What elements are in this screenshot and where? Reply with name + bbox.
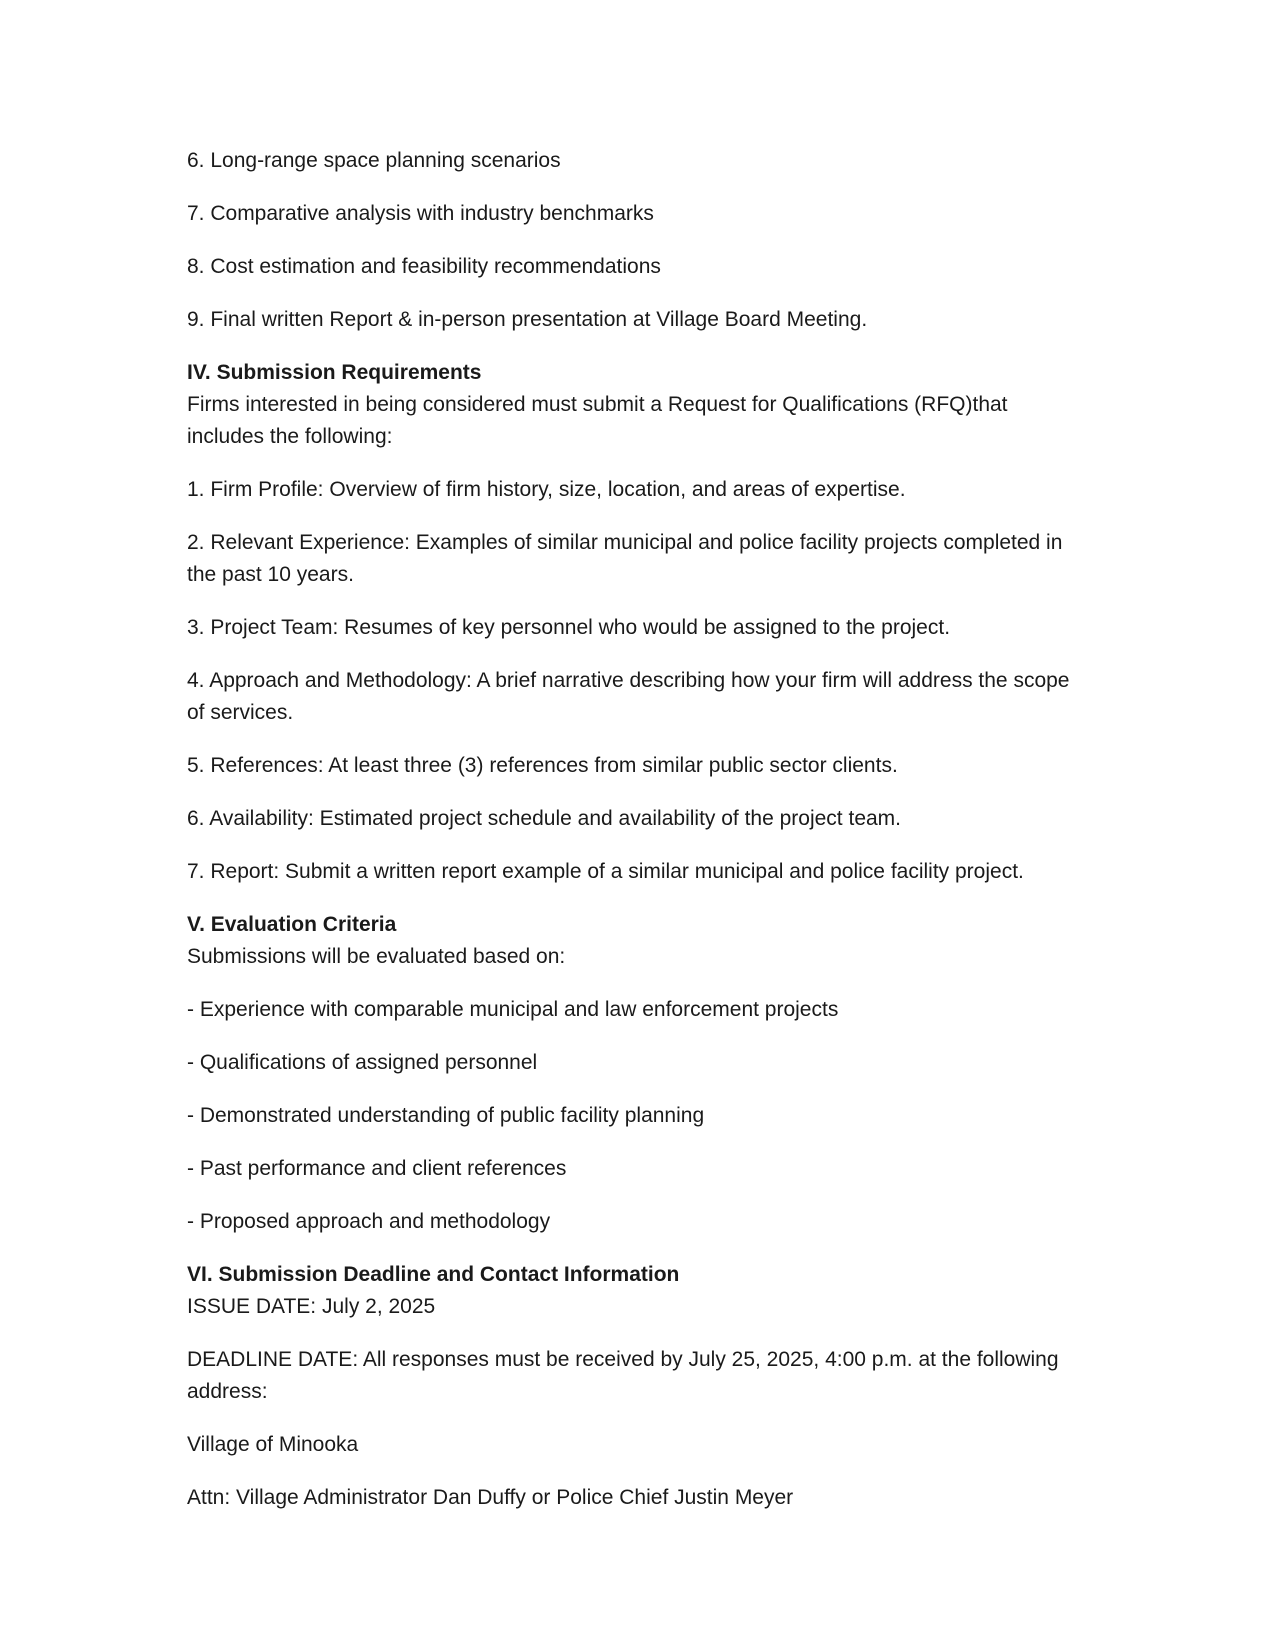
requirement-item: 4. Approach and Methodology: A brief narrative describing how your firm will address the scope of services. — [187, 669, 1070, 724]
section-vi-heading: VI. Submission Deadline and Contact Information — [187, 1263, 680, 1286]
requirement-item: 7. Report: Submit a written report example of a similar municipal and police facility project. — [187, 860, 1024, 883]
criteria-item: - Past performance and client references — [187, 1157, 567, 1180]
section-iv-intro: Firms interested in being considered must submit a Request for Qualifications (RFQ)that includes the following: — [187, 393, 1008, 448]
document-page — [187, 145, 1087, 1535]
scope-item-6: 6. Long-range space planning scenarios — [187, 149, 561, 172]
deadline-date: DEADLINE DATE: All responses must be received by July 25, 2025, 4:00 p.m. at the following address: — [187, 1348, 1059, 1403]
requirement-item: 1. Firm Profile: Overview of firm history, size, location, and areas of expertise. — [187, 478, 906, 501]
address-name: Village of Minooka — [187, 1433, 359, 1456]
scope-item-8: 8. Cost estimation and feasibility recommendations — [187, 255, 661, 278]
issue-date: ISSUE DATE: July 2, 2025 — [187, 1295, 436, 1318]
section-v-heading: V. Evaluation Criteria — [187, 913, 397, 936]
requirement-item: 3. Project Team: Resumes of key personnel who would be assigned to the project. — [187, 616, 951, 639]
criteria-item: - Experience with comparable municipal and law enforcement projects — [187, 998, 839, 1021]
criteria-item: - Demonstrated understanding of public facility planning — [187, 1104, 705, 1127]
attention-line: Attn: Village Administrator Dan Duffy or Police Chief Justin Meyer — [187, 1486, 794, 1509]
criteria-item: - Qualifications of assigned personnel — [187, 1051, 538, 1074]
scope-item-7: 7. Comparative analysis with industry benchmarks — [187, 202, 654, 225]
section-v-intro: Submissions will be evaluated based on: — [187, 945, 566, 968]
scope-item-9: 9. Final written Report & in-person presentation at Village Board Meeting. — [187, 308, 868, 331]
criteria-item: - Proposed approach and methodology — [187, 1210, 551, 1233]
requirement-item: 2. Relevant Experience: Examples of similar municipal and police facility projects completed in the past 10 years. — [187, 531, 1063, 586]
requirement-item: 6. Availability: Estimated project schedule and availability of the project team. — [187, 807, 901, 830]
section-iv-heading: IV. Submission Requirements — [187, 361, 482, 384]
requirement-item: 5. References: At least three (3) references from similar public sector clients. — [187, 754, 898, 777]
